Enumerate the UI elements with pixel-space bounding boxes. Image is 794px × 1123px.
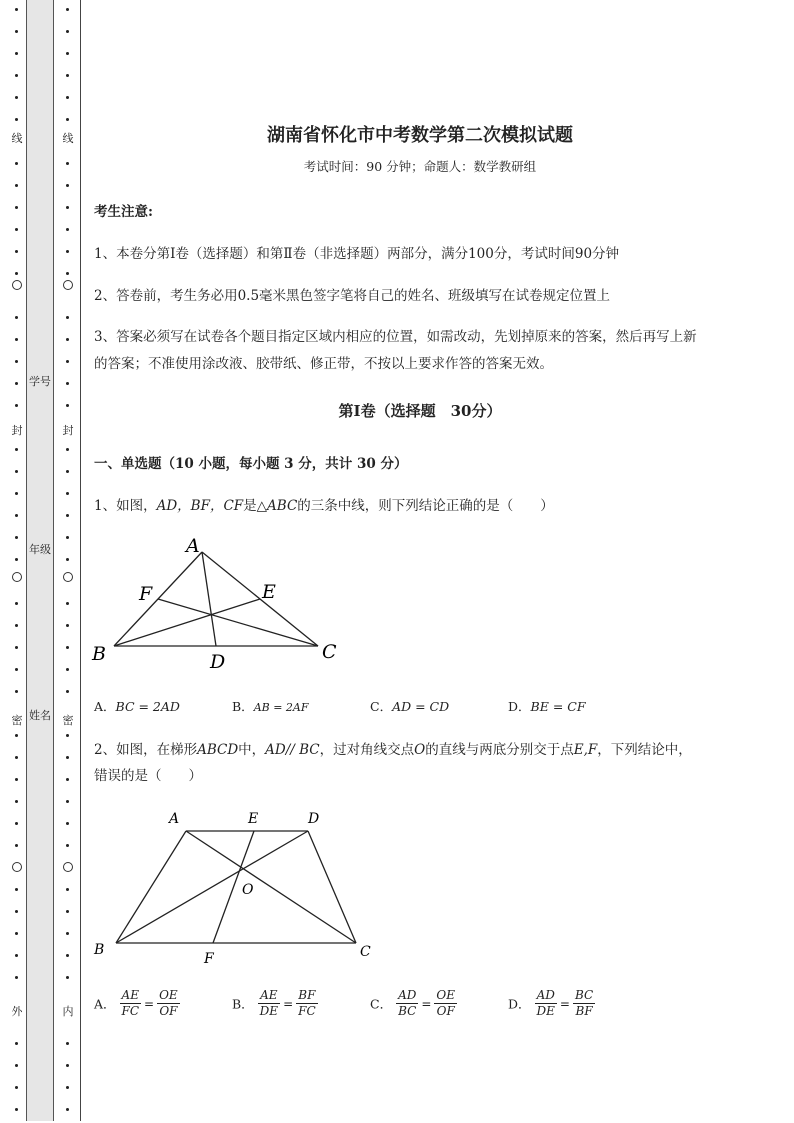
q2-a-right-num: OE — [159, 988, 178, 1002]
q2-label-C: C — [360, 944, 371, 960]
binding-dot — [15, 8, 18, 11]
q1-stem-suffix: 的三条中线，则下列结论正确的是（ ） — [297, 498, 554, 514]
q2-option-d[interactable] — [508, 988, 595, 1019]
binding-dot — [15, 272, 18, 275]
binding-dot — [15, 514, 18, 517]
binding-dot — [15, 624, 18, 627]
q2-option-a[interactable] — [94, 988, 180, 1019]
binding-label: 外 — [11, 1005, 23, 1018]
q1-label-C: C — [322, 641, 337, 663]
binding-dot — [66, 932, 69, 935]
q1-option-d[interactable] — [508, 697, 586, 715]
binding-dot — [66, 250, 69, 253]
binding-dot — [66, 888, 69, 891]
page-title: 湖南省怀化市中考数学第二次模拟试题 — [267, 125, 573, 146]
q1-option-d-key: D． — [508, 699, 531, 714]
question-2-stem — [94, 738, 692, 758]
binding-dot — [66, 8, 69, 11]
q1-option-a[interactable] — [94, 697, 180, 715]
q2-a-right-den: OF — [159, 1004, 178, 1018]
equals-sign: = — [421, 996, 432, 1011]
q2-a-left-den: FC — [121, 1004, 140, 1018]
binding-circle — [63, 280, 73, 290]
binding-dot — [15, 74, 18, 77]
q2-option-a-left-fraction — [120, 988, 142, 1019]
binding-dot — [15, 52, 18, 55]
q2-b-left-num: AE — [258, 988, 280, 1004]
binding-dot — [66, 316, 69, 319]
notice-item-3-cont: 的答案；不准使用涂改液、胶带纸、修正带，不按以上要求作答的答案无效。 — [94, 356, 553, 372]
binding-dot — [66, 800, 69, 803]
binding-dot — [15, 206, 18, 209]
binding-dot — [15, 382, 18, 385]
q2-label-E: E — [248, 811, 259, 827]
q2-option-b-left-fraction — [258, 988, 280, 1019]
q2-c-right-den: OF — [436, 1004, 455, 1018]
q1-option-c[interactable] — [370, 697, 449, 715]
q2-b-left-den: DE — [259, 1004, 279, 1018]
binding-dot — [15, 800, 18, 803]
q2-option-b-key: B． — [232, 996, 254, 1012]
q2-option-a-key: A． — [94, 996, 116, 1012]
binding-dot — [66, 338, 69, 341]
notice-item-2: 2、答卷前，考生务必用0.5毫米黑色签字笔将自己的姓名、班级填写在试卷规定位置上 — [94, 288, 611, 304]
binding-dot — [66, 954, 69, 957]
binding-dot — [66, 492, 69, 495]
binding-dot — [15, 976, 18, 979]
binding-dot — [66, 184, 69, 187]
q2-option-c-right-fraction — [434, 988, 457, 1019]
binding-dot — [66, 690, 69, 693]
binding-dot — [66, 646, 69, 649]
binding-dot — [15, 668, 18, 671]
binding-dot — [66, 360, 69, 363]
binding-dot — [15, 1064, 18, 1067]
binding-dot — [15, 954, 18, 957]
q2-c-left-den: BC — [398, 1004, 417, 1018]
q2-label-O: O — [242, 882, 254, 898]
q2-option-c[interactable] — [370, 988, 457, 1019]
student-id-label: 学号 — [29, 375, 51, 388]
q2-c-left-num: AD — [398, 988, 417, 1002]
binding-dot — [66, 734, 69, 737]
q2-stem-end: ，下列结论中， — [597, 742, 692, 758]
q2-stem-prefix: 2、如图，在梯形 — [94, 742, 198, 758]
binding-dot — [66, 206, 69, 209]
binding-dot — [66, 382, 69, 385]
q1-label-B: B — [92, 643, 106, 665]
q2-d-right-den: BF — [575, 1004, 593, 1018]
binding-dot — [66, 30, 69, 33]
binding-dot — [66, 448, 69, 451]
binding-label: 线 — [62, 132, 74, 145]
grade-label: 年级 — [29, 543, 51, 556]
binding-dot — [15, 536, 18, 539]
binding-dot — [15, 470, 18, 473]
question-2-figure — [86, 805, 386, 970]
q2-stem-points: E,F — [573, 742, 598, 758]
q1-option-d-text: BE = CF — [530, 699, 586, 714]
binding-dot — [15, 690, 18, 693]
binding-circle — [12, 280, 22, 290]
question-1-stem — [94, 494, 554, 514]
binding-dot — [15, 932, 18, 935]
q2-label-B: B — [94, 942, 105, 958]
binding-dot — [15, 1042, 18, 1045]
binding-dot — [15, 756, 18, 759]
binding-dot — [15, 888, 18, 891]
notice-item-1: 1、本卷分第Ⅰ卷（选择题）和第Ⅱ卷（非选择题）两部分，满分100分，考试时间90分钟 — [94, 246, 620, 262]
name-label: 姓名 — [29, 709, 51, 722]
binding-dot — [15, 250, 18, 253]
q2-d-right-num: BC — [574, 988, 594, 1002]
binding-dot — [15, 602, 18, 605]
q2-label-F: F — [204, 951, 214, 967]
binding-dot — [15, 558, 18, 561]
binding-circle — [63, 572, 73, 582]
question-2-stem-line2: 错误的是（ ） — [94, 768, 202, 784]
binding-dot — [66, 1086, 69, 1089]
binding-label: 封 — [62, 424, 74, 437]
binding-dot — [15, 184, 18, 187]
binding-dot — [66, 844, 69, 847]
notice-item-3: 3、答案必须写在试卷各个题目指定区域内相应的位置，如需改动，先划掉原来的答案，然后再写上新 — [94, 329, 697, 345]
binding-circle — [63, 862, 73, 872]
q1-option-a-key: A． — [94, 699, 116, 714]
q1-stem-vars: AD，BF，CF — [156, 498, 244, 514]
q2-stem-suffix: 的直线与两底分别交于点 — [425, 742, 574, 758]
q1-option-a-text: BC = 2AD — [115, 699, 180, 714]
q1-option-c-key: C． — [370, 699, 393, 714]
binding-dot — [66, 536, 69, 539]
question-1-figure — [86, 528, 356, 678]
binding-dot — [66, 756, 69, 759]
q2-option-b-right-fraction — [296, 988, 318, 1019]
binding-dot — [15, 96, 18, 99]
binding-dot — [66, 96, 69, 99]
q2-stem-condition: AD// BC — [265, 742, 320, 758]
q2-b-right-den: FC — [298, 1004, 316, 1018]
q2-option-d-left-fraction — [535, 988, 557, 1019]
q2-stem-mid2: ，过对角线交点 — [319, 742, 415, 758]
binding-dot — [66, 470, 69, 473]
binding-dot — [66, 1042, 69, 1045]
binding-dot — [15, 844, 18, 847]
binding-dot — [15, 1108, 18, 1111]
binding-dot — [15, 1086, 18, 1089]
binding-dot — [15, 360, 18, 363]
binding-dot — [66, 778, 69, 781]
binding-label: 密 — [62, 714, 74, 727]
binding-dot — [15, 822, 18, 825]
binding-label: 封 — [11, 424, 23, 437]
equals-sign: = — [559, 996, 570, 1011]
q2-option-b[interactable] — [232, 988, 318, 1019]
binding-dot — [15, 646, 18, 649]
q2-d-left-den: DE — [536, 1004, 555, 1018]
binding-dot — [66, 74, 69, 77]
section-title: 第Ⅰ卷（选择题 30分） — [338, 402, 502, 420]
q2-option-a-right-fraction — [157, 988, 180, 1019]
binding-dot — [66, 624, 69, 627]
q2-a-left-num: AE — [120, 988, 142, 1004]
q2-option-d-right-fraction — [573, 988, 595, 1019]
q1-option-b-key: B． — [232, 699, 254, 714]
exam-subtitle: 考试时间：90 分钟；命题人：数学教研组 — [303, 159, 537, 174]
equals-sign: = — [283, 996, 294, 1011]
binding-dot — [66, 668, 69, 671]
q1-stem-mid: 是△ — [243, 498, 268, 514]
q1-label-F: F — [139, 583, 153, 605]
q2-option-d-key: D． — [508, 996, 531, 1012]
binding-dot — [15, 778, 18, 781]
q1-label-D: D — [210, 651, 226, 673]
equals-sign: = — [144, 996, 155, 1011]
q1-option-c-text: AD = CD — [392, 699, 450, 714]
q2-b-right-num: BF — [296, 988, 318, 1004]
binding-dot — [66, 1108, 69, 1111]
q1-label-A: A — [186, 535, 200, 557]
binding-dot — [15, 338, 18, 341]
binding-dot — [66, 910, 69, 913]
q1-option-b[interactable] — [232, 697, 309, 715]
q2-label-D: D — [308, 811, 320, 827]
binding-dot — [15, 448, 18, 451]
q1-stem-prefix: 1、如图， — [94, 498, 157, 514]
q2-c-right-num: OE — [436, 988, 456, 1002]
binding-dot — [66, 602, 69, 605]
part-heading: 一、单选题（10 小题，每小题 3 分，共计 30 分） — [94, 456, 408, 472]
q2-option-c-left-fraction — [396, 988, 418, 1019]
q2-stem-mid: 中， — [238, 742, 266, 758]
q2-stem-o: O — [414, 742, 426, 758]
binding-dot — [66, 822, 69, 825]
q1-label-E: E — [262, 581, 276, 603]
binding-dot — [66, 558, 69, 561]
q2-label-A: A — [169, 811, 180, 827]
binding-dot — [15, 316, 18, 319]
binding-dot — [15, 30, 18, 33]
binding-dot — [15, 492, 18, 495]
notice-heading: 考生注意: — [94, 204, 153, 220]
binding-dot — [66, 1064, 69, 1067]
binding-circle — [12, 572, 22, 582]
binding-dot — [66, 52, 69, 55]
q1-stem-triangle: ABC — [267, 498, 298, 514]
binding-dot — [15, 734, 18, 737]
binding-dot — [66, 976, 69, 979]
q2-stem-trapezoid: ABCD — [197, 742, 239, 758]
binding-dot — [66, 272, 69, 275]
binding-label: 线 — [11, 132, 23, 145]
binding-label: 密 — [11, 714, 23, 727]
binding-circle — [12, 862, 22, 872]
binding-dot — [66, 514, 69, 517]
q2-option-c-key: C． — [370, 996, 393, 1012]
q2-d-left-num: AD — [535, 988, 557, 1004]
q1-option-b-text: AB = 2AF — [253, 701, 309, 714]
binding-dot — [15, 228, 18, 231]
binding-dot — [15, 910, 18, 913]
binding-label: 内 — [62, 1005, 74, 1018]
binding-dot — [66, 228, 69, 231]
